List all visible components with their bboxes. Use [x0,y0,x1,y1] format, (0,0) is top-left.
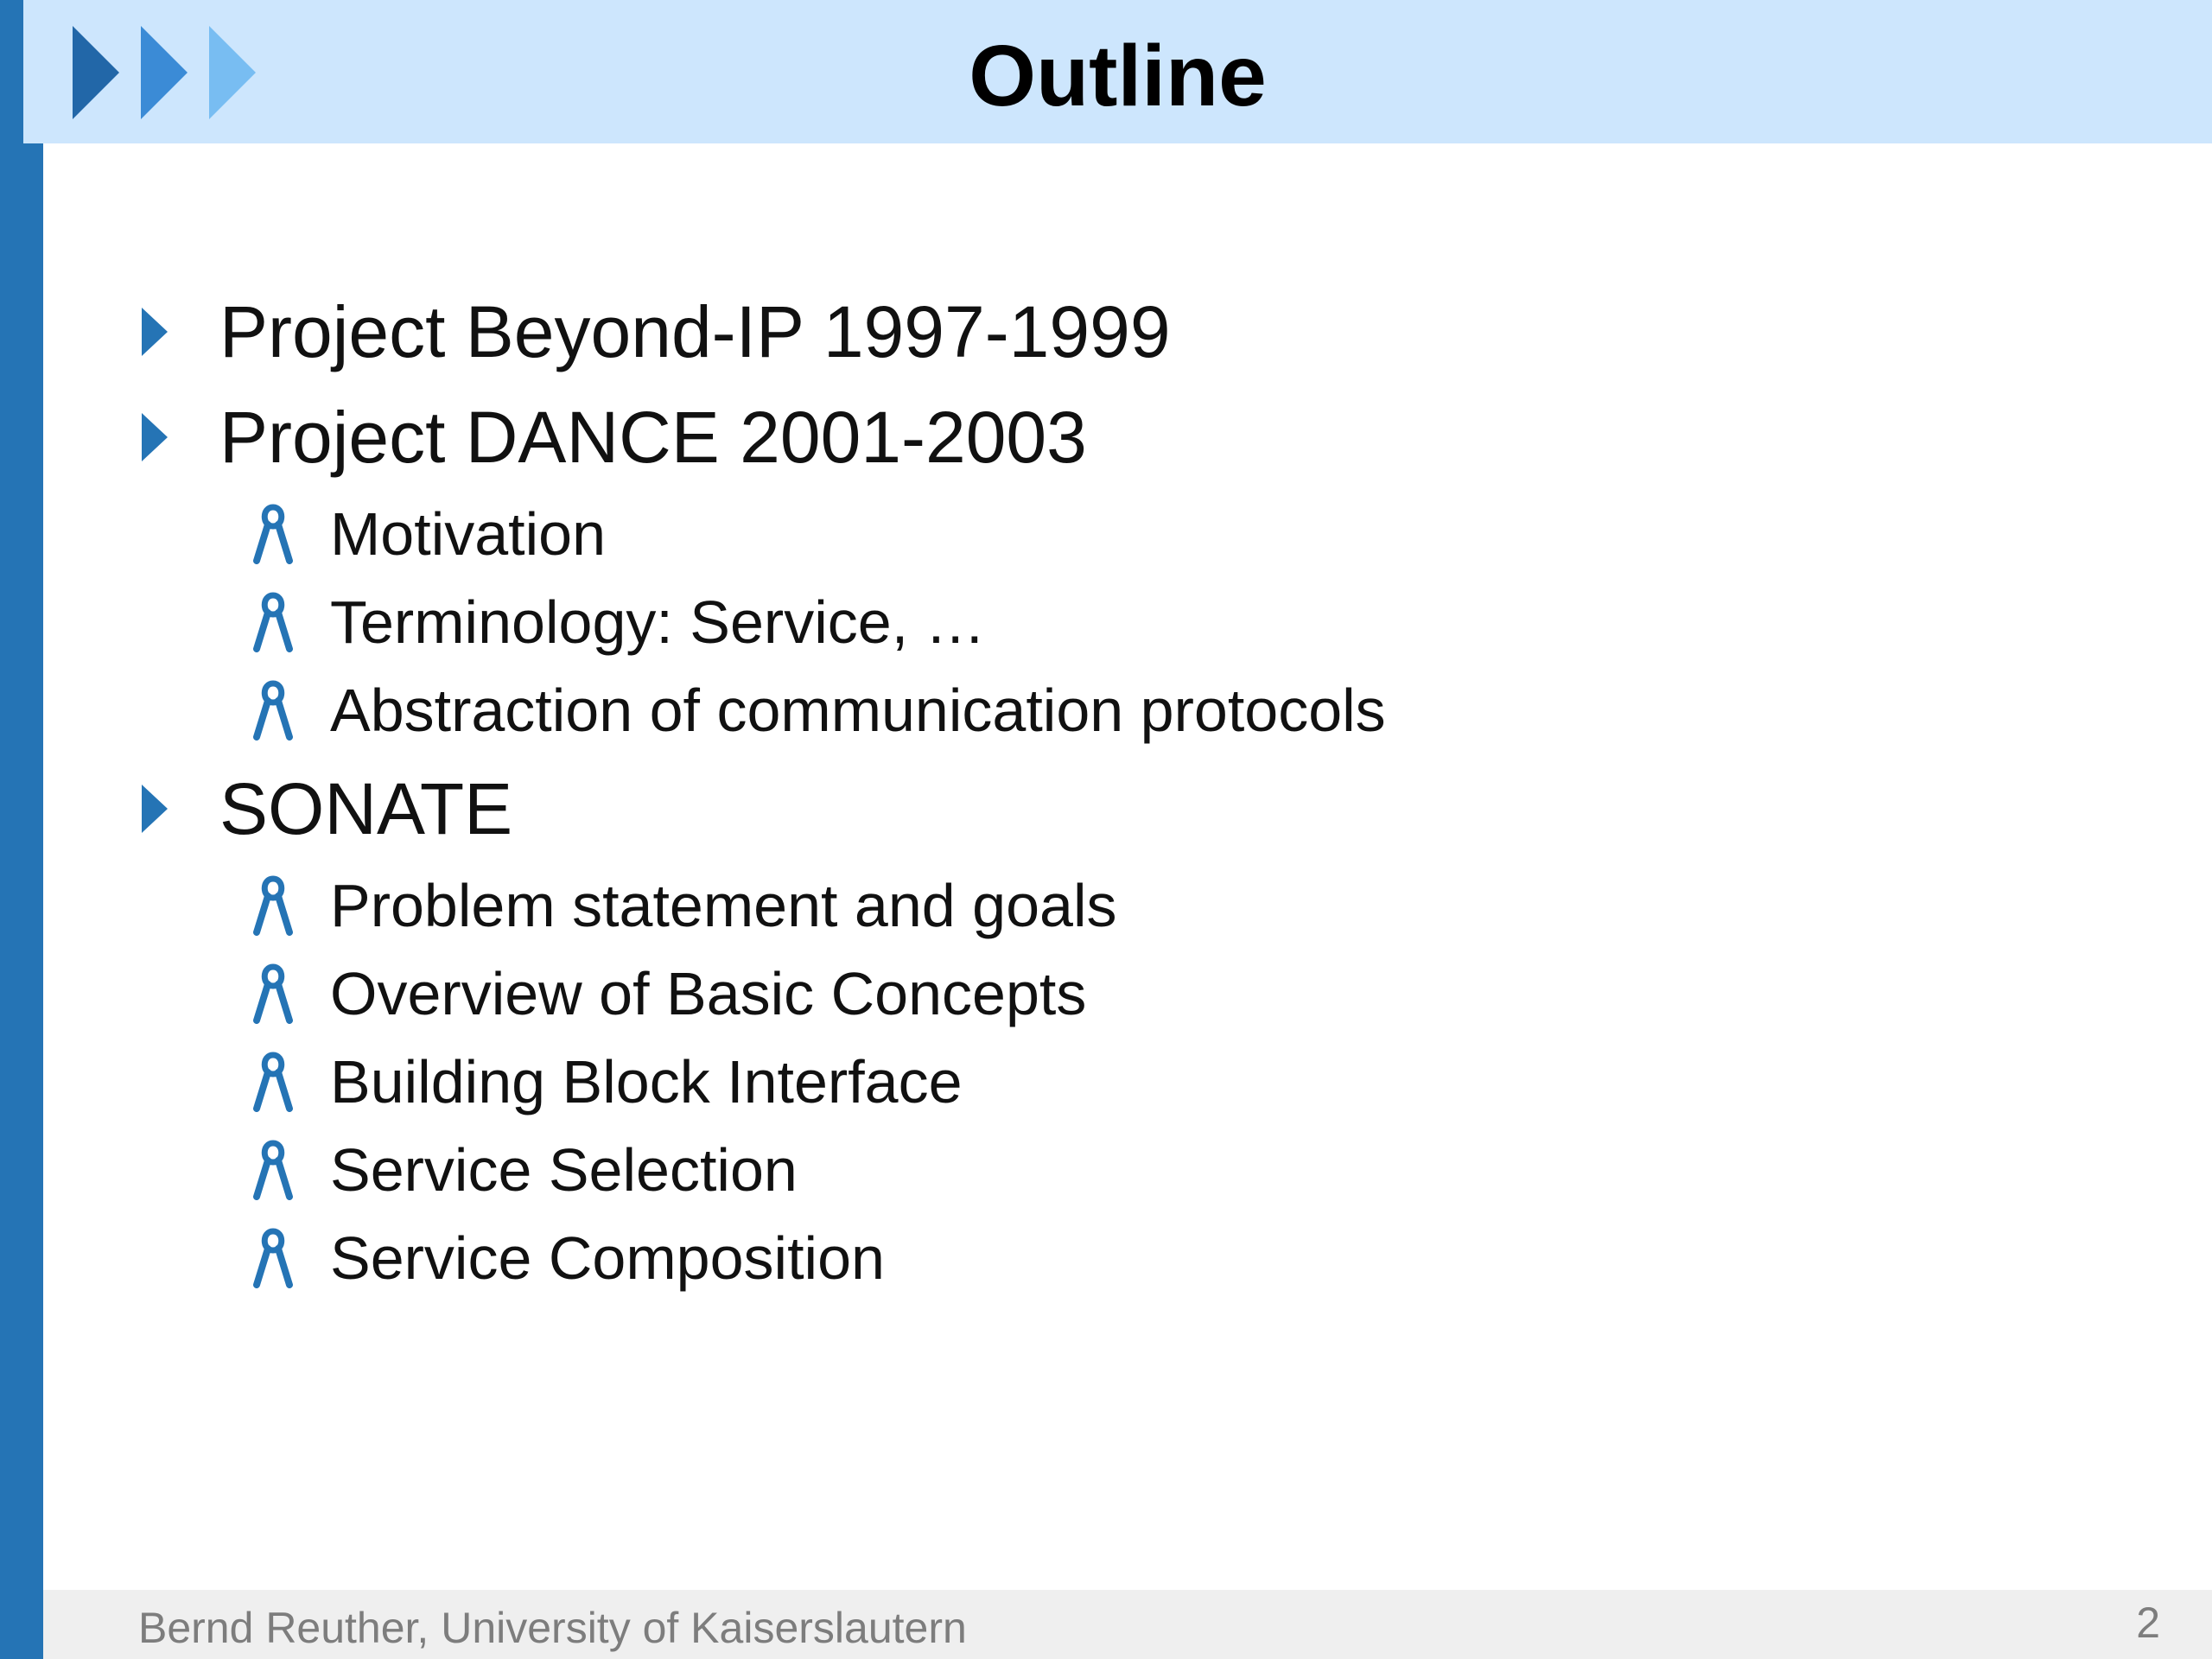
outline-item-label: SONATE [219,767,513,849]
outline-item-dance [138,385,1087,489]
triangle-bullet-icon [138,411,173,463]
triangle-bullet-icon [138,783,173,835]
outline-item-beyond-ip [138,280,1171,384]
outline-subitem-abstraction [252,667,1386,753]
footer-author: Bernd Reuther, University of Kaiserslautern [138,1604,967,1652]
left-accent-bar [0,0,43,1659]
outline-subitem-label: Motivation [330,500,607,568]
outline-subitem-label: Building Block Interface [330,1048,963,1116]
outline-subitem-label: Abstraction of communication protocols [330,677,1386,744]
outline-item-label: Project Beyond-IP 1997-1999 [219,290,1171,372]
ribbon-bullet-icon [252,963,294,1024]
slide-header [23,0,2212,143]
ribbon-bullet-icon [252,592,294,652]
ribbon-bullet-icon [252,1052,294,1112]
ribbon-bullet-icon [252,1140,294,1200]
ribbon-bullet-icon [252,504,294,564]
outline-subitem-label: Overview of Basic Concepts [330,960,1087,1027]
outline-subitem-label: Problem statement and goals [330,872,1117,939]
outline-subitem-service-composition [252,1215,885,1301]
outline-item-sonate [138,757,512,861]
ribbon-bullet-icon [252,1228,294,1288]
outline-item-label: Project DANCE 2001-2003 [219,396,1087,478]
ribbon-bullet-icon [252,680,294,741]
outline-subitem-label: Service Selection [330,1136,798,1204]
slide-footer [43,1590,2212,1659]
outline-subitem-label: Terminology: Service, … [330,588,986,656]
outline-subitem-problem-statement [252,862,1117,949]
outline-subitem-label: Service Composition [330,1224,885,1292]
outline-subitem-service-selection [252,1127,798,1213]
outline-subitem-overview [252,950,1086,1037]
slide-title: Outline [969,28,1267,124]
triangle-bullet-icon [138,306,173,358]
outline-subitem-motivation [252,491,606,577]
page-number: 2 [2136,1599,2160,1647]
outline-subitem-building-block [252,1039,963,1125]
ribbon-bullet-icon [252,875,294,936]
outline-subitem-terminology [252,579,986,665]
